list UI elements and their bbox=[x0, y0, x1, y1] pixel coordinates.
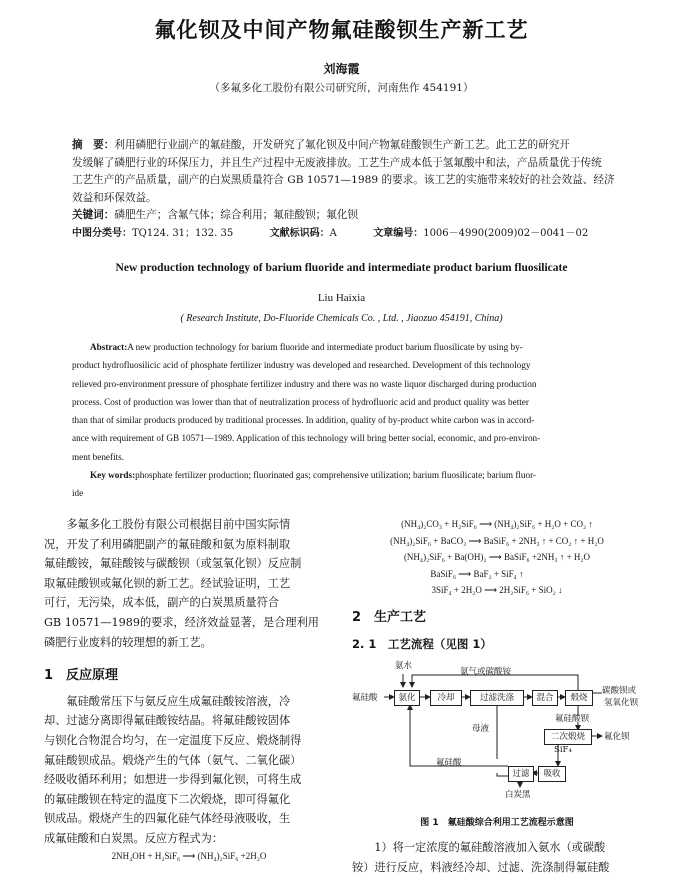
label-barium-hydroxide: 氢氧化钡 bbox=[604, 698, 639, 708]
cls-value: TQ124. 31；132. 35 bbox=[132, 227, 234, 239]
left-column bbox=[44, 515, 334, 863]
abstract-cn-line bbox=[72, 137, 620, 155]
equation: (NH₄)₂SiF₆ + BaCO₃ ⟶ BaSiF₆ + 2NH₃ ↑ + CO₂ ↑ + H₂O bbox=[390, 535, 604, 546]
section-2-1-heading: 2. 1 工艺流程（见图 1） bbox=[352, 637, 492, 651]
affiliation: （多氟多化工股份有限公司研究所，河南焦作 454191） bbox=[209, 82, 474, 94]
box-filter-wash: 过滤洗涤 bbox=[470, 690, 524, 706]
intro-line: 可行，无污染，成本低，副产的白炭黑质量符合 bbox=[44, 596, 279, 610]
keywords-cn-text: 磷肥生产；含氟气体；综合利用；氟硅酸钡；氟化钡 bbox=[114, 209, 359, 221]
section1-line: 氟硅酸常压下与氨反应生成氟硅酸铵溶液，冷 bbox=[44, 694, 291, 708]
label-ammonia-water: 氨水 bbox=[395, 661, 413, 671]
abstract-en bbox=[72, 338, 621, 503]
abstract-en-line bbox=[72, 338, 621, 356]
section1-line: 与钡化合物混合均匀，在一定温度下反应、煅烧制得 bbox=[44, 733, 302, 747]
equations-block bbox=[352, 516, 642, 599]
abstract-cn-label: 摘 要： bbox=[72, 139, 115, 151]
abstract-cn bbox=[72, 137, 620, 242]
section1-line: 氟硅酸钡成品。煅烧产生的气体（氨气、二氧化碳） bbox=[44, 753, 302, 767]
label-barium-fluosilicate: 氟硅酸钡 bbox=[555, 714, 590, 724]
section-2-heading: 2 生产工艺 bbox=[352, 610, 427, 625]
abstract-en-text: A new production technology for barium fluoride and intermediate product barium fluosilicate by using by- bbox=[127, 342, 523, 352]
box-absorb: 吸收 bbox=[538, 766, 566, 782]
label-white-carbon: 白炭黑 bbox=[505, 790, 531, 800]
label-fluosilicic-acid: 氟硅酸 bbox=[352, 693, 378, 703]
box-ammoniation: 氨化 bbox=[394, 690, 420, 706]
keywords-cn bbox=[72, 207, 620, 225]
doc-value: A bbox=[329, 227, 337, 239]
abstract-cn-text: 利用磷肥行业副产的氟硅酸，开发研究了氟化钡及中间产物氟硅酸钡生产新工艺。此工艺的研究开 bbox=[114, 139, 570, 151]
doc-label: 文献标识码： bbox=[269, 227, 330, 239]
keywords-en-line: ide bbox=[72, 488, 84, 499]
en-affiliation: ( Research Institute, Do-Fluoride Chemicals Co. , Ltd. , Jiaozuo 454191, China) bbox=[180, 313, 503, 324]
equation: 3SiF₄ + 2H₂O ⟶ 2H₂SiF₆ + SiO₂ ↓ bbox=[431, 585, 563, 595]
right-paragraph bbox=[352, 838, 644, 877]
classification-line bbox=[72, 225, 620, 243]
equation: (NH₄)₂SiF₆ + Ba(OH)₂ ⟶ BaSiF₆ +2NH₃ ↑ + H₂O bbox=[403, 552, 591, 562]
author: 刘海霞 bbox=[323, 62, 360, 76]
label-fluosilicic-acid-return: 氟硅酸 bbox=[436, 758, 462, 768]
cls-label: 中图分类号： bbox=[72, 227, 132, 239]
art-label: 文章编号： bbox=[373, 227, 424, 239]
process-flow-diagram bbox=[340, 656, 660, 806]
figure-caption: 图 1 氟硅酸综合利用工艺流程示意图 bbox=[420, 818, 574, 828]
box-filter: 过滤 bbox=[508, 766, 534, 782]
keywords-en-text: phosphate fertilizer production; fluorinated gas; comprehensive utilization; barium fluosilicate; barium fluor- bbox=[135, 470, 537, 481]
keywords-en-label: Key words: bbox=[90, 470, 136, 481]
intro-line: 况，开发了利用磷肥副产的氟硅酸和氨为原料制取 bbox=[44, 537, 291, 551]
section1-line: 却、过滤分离即得氟硅酸铵结晶。将氟硅酸铵固体 bbox=[44, 714, 291, 728]
box-calcine: 煅烧 bbox=[565, 690, 593, 706]
abstract-en-label: Abstract: bbox=[90, 342, 128, 352]
label-sif4: SiF₄ bbox=[554, 745, 572, 755]
abstract-cn-line: 效益和环保效益。 bbox=[72, 191, 157, 204]
intro-line: 多氟多化工股份有限公司根据目前中国实际情 bbox=[44, 518, 291, 531]
en-title: New production technology of barium fluoride and intermediate product barium fluosilicate bbox=[115, 262, 568, 274]
label-barium-carbonate: 碳酸钡或 bbox=[602, 686, 637, 696]
abstract-en-line: than that of similar products produced by traditional processes. In addition, quality of by-product white carbon was in accord- bbox=[72, 415, 535, 426]
keywords-en-line bbox=[72, 466, 621, 484]
label-barium-fluoride: 氟化钡 bbox=[604, 732, 630, 742]
abstract-en-line: ance with requirement of GB 10571—1989. Application of this technology will bring better social, economic, and pro-environ- bbox=[72, 433, 541, 444]
equation: (NH₄)₂CO₃ + H₂SiF₆ ⟶ (NH₄)₂SiF₆ + H₂O + CO₂ ↑ bbox=[401, 519, 593, 529]
box-cooling: 冷却 bbox=[430, 690, 462, 706]
art-value: 1006－4990(2009)02－0041－02 bbox=[423, 227, 589, 239]
paragraph-line: 1）将一定浓度的氟硅酸溶液加入氨水（或碳酸 bbox=[352, 841, 606, 854]
keywords-cn-label: 关键词： bbox=[72, 209, 115, 221]
intro-line: 磷肥行业废料的较理想的新工艺。 bbox=[44, 635, 212, 649]
intro-line: 取氟硅酸钡或氟化钡的新工艺。经试验证明，工艺 bbox=[44, 576, 291, 590]
intro-line: 氟硅酸铵，氟硅酸铵与碳酸钡（或氢氧化钡）反应制 bbox=[44, 557, 302, 571]
equation: BaSiF₆ ⟶ BaF₂ + SiF₄ ↑ bbox=[430, 568, 524, 579]
section-1-heading: 1 反应原理 bbox=[44, 668, 119, 684]
abstract-en-line: process. Cost of production was lower than that of neutralization process of hydrofluoric acid and product quality was better bbox=[72, 396, 529, 407]
label-mother-liquor: 母液 bbox=[472, 724, 490, 734]
abstract-en-line: relieved pro-environment pressure of phosphate fertilizer industry and there was no waste liquor discharged during production bbox=[72, 378, 537, 389]
box-second-calcine: 二次煅烧 bbox=[544, 729, 592, 745]
section1-line: 经吸收循环利用；如想进一步得到氟化钡，可将生成 bbox=[44, 773, 302, 787]
abstract-en-line: ment benefits. bbox=[72, 451, 125, 462]
paper-title: 氟化钡及中间产物氟硅酸钡生产新工艺 bbox=[154, 18, 529, 42]
en-author: Liu Haixia bbox=[317, 292, 366, 304]
equation-1: 2NH₄OH + H₂SiF₆ ⟶ (NH₄)₂SiF₆ +2H₂O bbox=[111, 850, 267, 861]
box-mix: 混合 bbox=[532, 690, 558, 706]
label-ammonia-co2: 氨气或碳酸铵 bbox=[460, 667, 512, 677]
section1-line: 钡成品。煅烧产生的四氟化硅气体经母液吸收，生 bbox=[44, 812, 291, 826]
abstract-en-line: product hydrofluosilicic acid of phosphate fertilizer industry was developed and researched. Development of this technology bbox=[72, 360, 531, 371]
section1-line: 的氟硅酸钡在特定的温度下二次煅烧，即可得氟化 bbox=[44, 792, 291, 806]
abstract-cn-line: 发缓解了磷肥行业的环保压力，并且生产过程中无废液排放。工艺生产成本低于氢氟酸中和法，产品质量优于传统 bbox=[72, 156, 602, 169]
abstract-cn-line: 工艺生产的产品质量，副产的白炭黑质量符合 GB 10571—1989 的要求。该工艺的实施带来较好的社会效益、经济 bbox=[72, 174, 615, 186]
intro-line: GB 10571—1989的要求，经济效益显著，是合理利用 bbox=[44, 615, 319, 629]
section1-line: 成氟硅酸和白炭黑。反应方程式为： bbox=[44, 831, 224, 845]
paragraph-line: 铵）进行反应，料液经冷却、过滤、洗涤制得氟硅酸 bbox=[352, 860, 610, 874]
